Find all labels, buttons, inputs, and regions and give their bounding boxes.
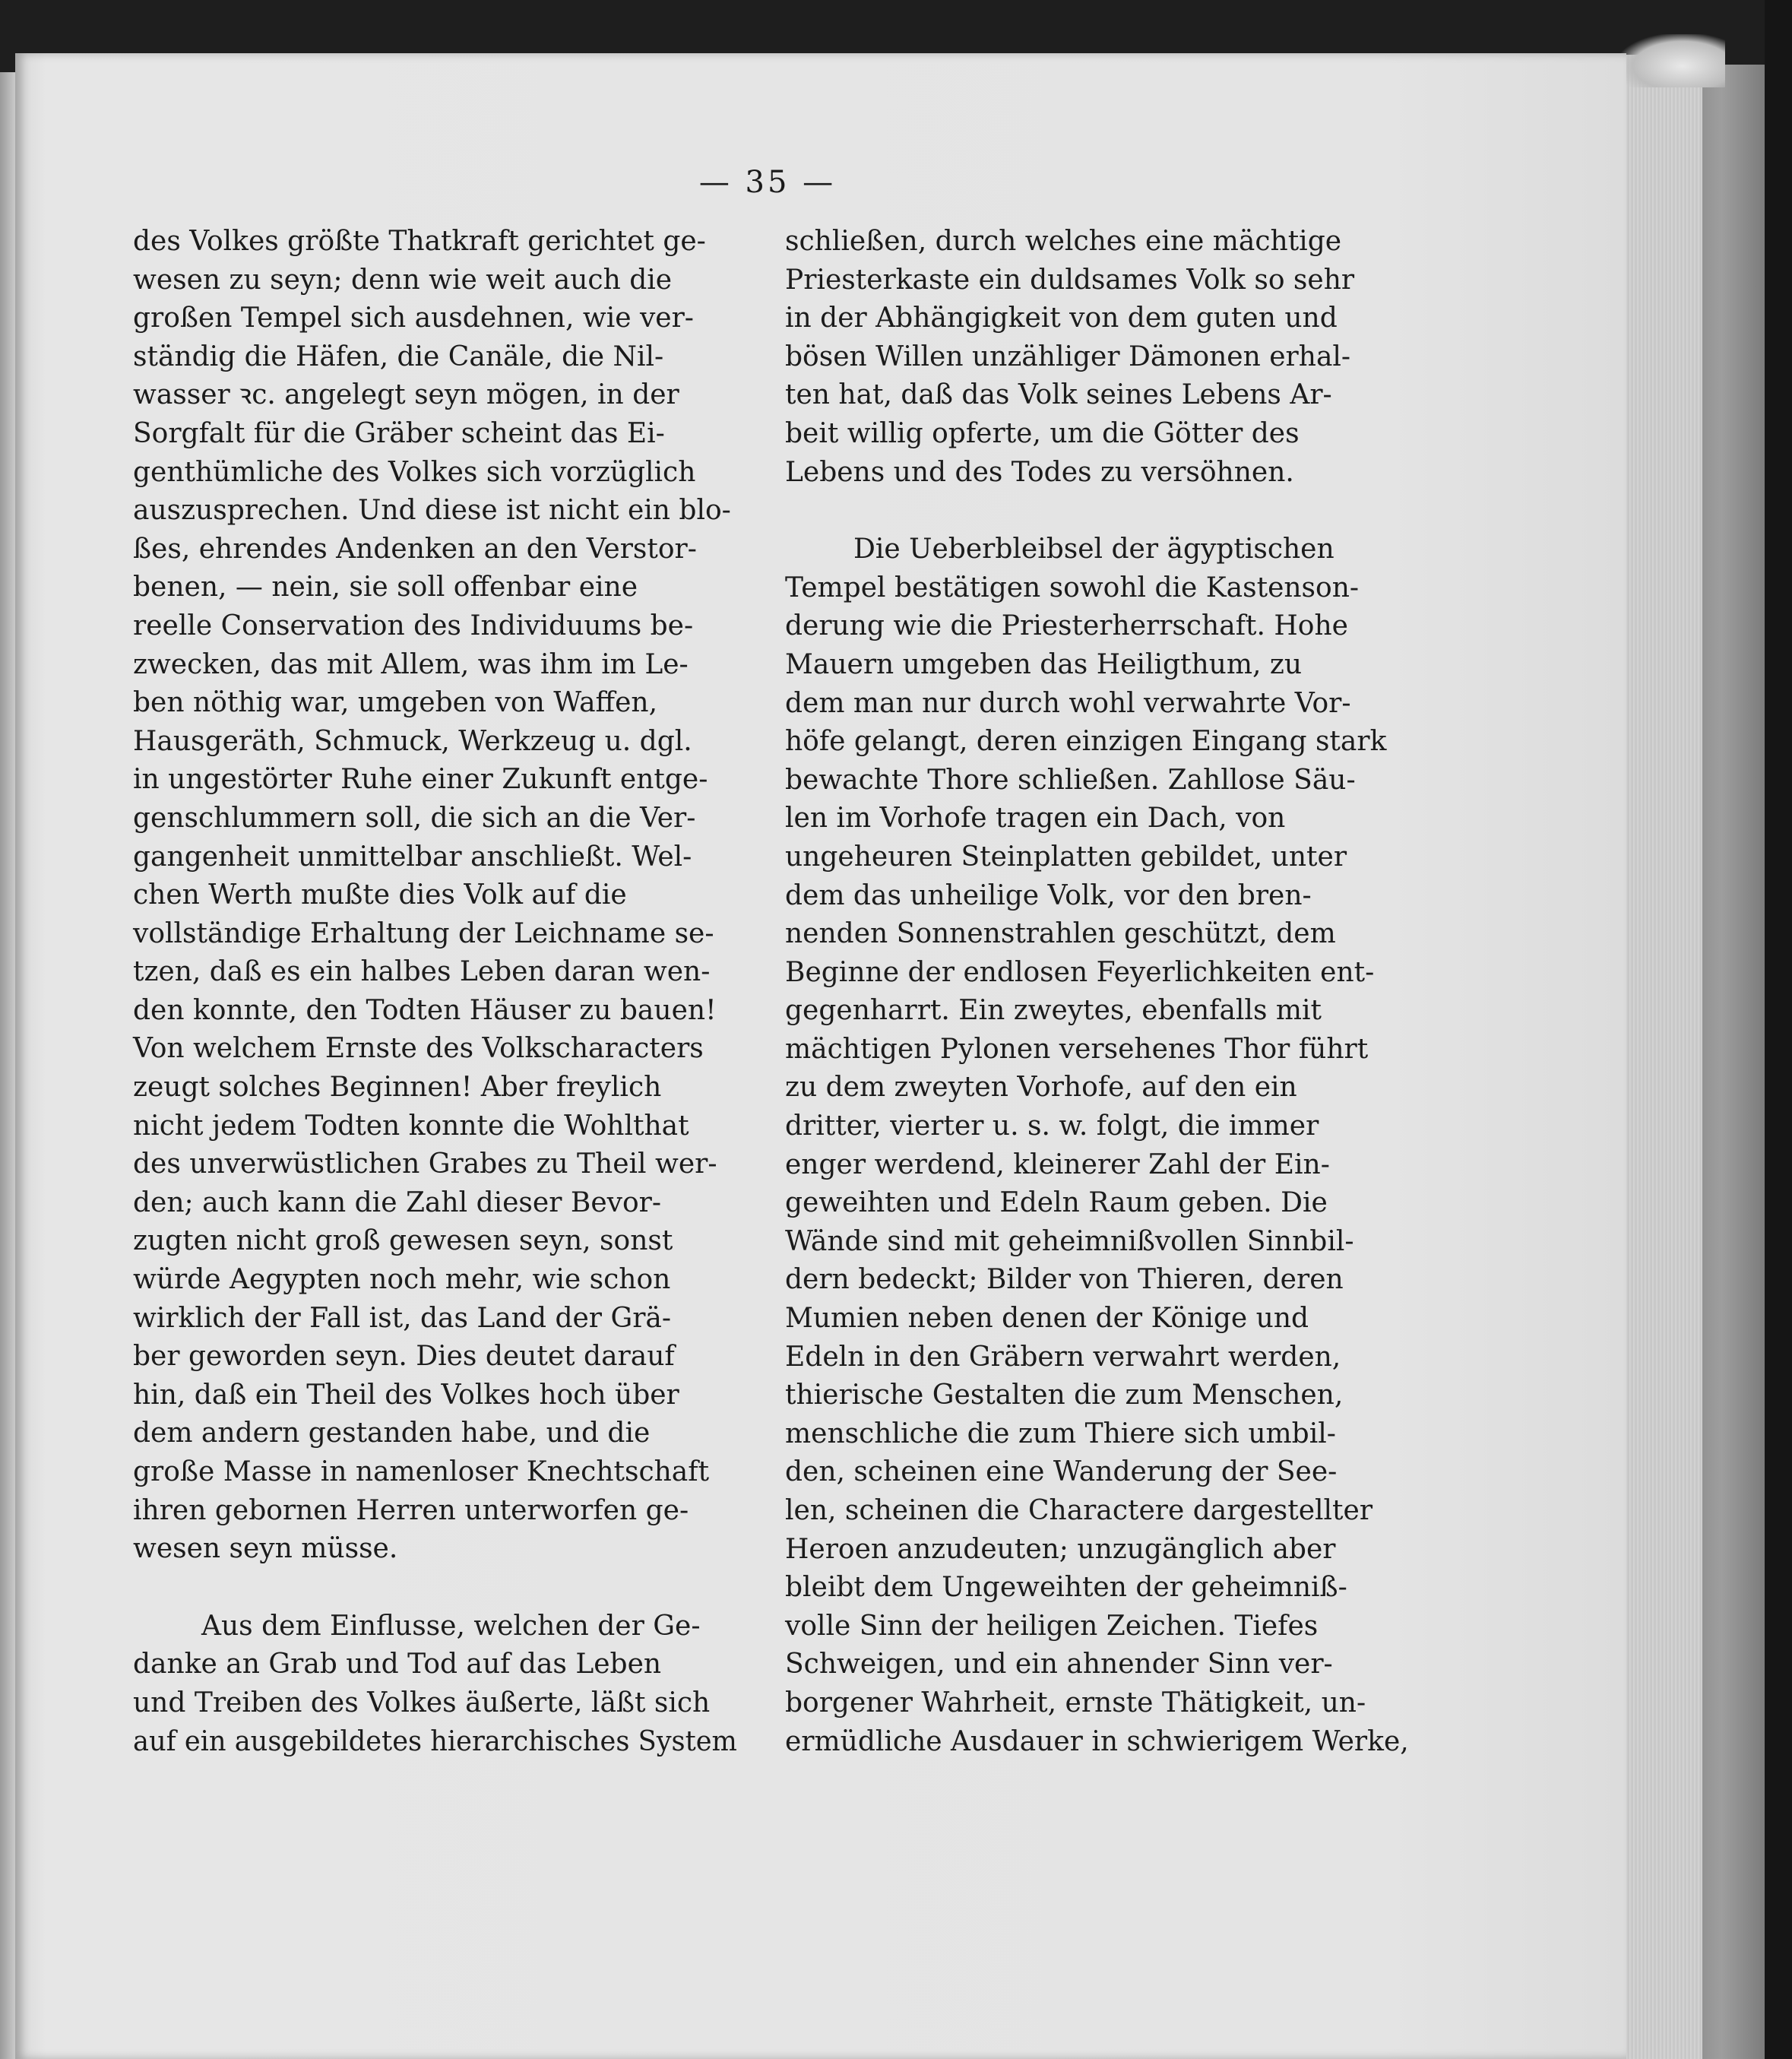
text-line: in der Abhängigkeit von dem guten und [785,303,1338,334]
text-line: Sorgfalt für die Gräber scheint das Ei- [133,417,665,449]
text-line: hin, daß ein Theil des Volkes hoch über [133,1379,679,1411]
text-line: chen Werth mußte dies Volk auf die [133,879,627,911]
text-line: des unverwüstlichen Grabes zu Theil wer- [133,1148,717,1180]
text-line: in ungestörter Ruhe einer Zukunft entge- [133,764,708,796]
text-line: len, scheinen die Charactere dargestellter [785,1495,1373,1526]
text-line: zu dem zweyten Vorhofe, auf den ein [785,1072,1297,1104]
text-line: dritter, vierter u. s. w. folgt, die immer [785,1110,1319,1142]
text-line: ber geworden seyn. Dies deutet darauf [133,1341,675,1373]
text-line: Die Ueberbleibsel der ägyptischen [853,534,1335,565]
text-line: ermüdliche Ausdauer in schwierigem Werke, [785,1725,1409,1757]
text-line: den konnte, den Todten Häuser zu bauen! [133,994,717,1026]
text-line: ßes, ehrendes Andenken an den Verstor- [133,533,697,565]
text-line: danke an Grab und Tod auf das Leben [133,1649,662,1680]
text-line: auf ein ausgebildetes hierarchisches System [133,1725,737,1757]
text-line: ungeheuren Steinplatten gebildet, unter [785,841,1347,873]
text-line: höfe gelangt, deren einzigen Eingang stark [785,726,1387,758]
text-line: dern bedeckt; Bilder von Thieren, deren [785,1264,1344,1296]
worn-corner [1619,34,1725,87]
text-line: Priesterkaste ein duldsames Volk so sehr [785,264,1355,296]
text-line: wesen zu seyn; denn wie weit auch die [133,264,673,296]
left-text-column [133,223,737,1761]
text-line: menschliche die zum Thiere sich umbil- [785,1418,1336,1449]
text-line: und Treiben des Volkes äußerte, läßt sich [133,1687,711,1718]
text-line: des Volkes größte Thatkraft gerichtet ge- [133,226,706,257]
text-line: Lebens und des Todes zu versöhnen. [785,456,1294,488]
text-line: Mauern umgeben das Heiligthum, zu [785,648,1303,680]
text-line: dem das unheilige Volk, vor den bren- [785,879,1312,911]
text-line: dem andern gestanden habe, und die [133,1418,651,1449]
right-text-column [785,223,1431,1761]
text-line: thierische Gestalten die zum Menschen, [785,1380,1344,1411]
text-line: ben nöthig war, umgeben von Waffen, [133,687,658,719]
text-line: Aus dem Einflusse, welchen der Ge- [201,1610,701,1642]
text-line: nicht jedem Todten konnte die Wohlthat [133,1110,689,1142]
page-number: — 35 — [698,165,837,200]
text-line: großen Tempel sich ausdehnen, wie ver- [133,303,694,334]
scan-margin [1765,0,1792,2059]
text-line: würde Aegypten noch mehr, wie schon [133,1264,671,1296]
text-line: benen, — nein, sie soll offenbar eine [133,572,638,603]
text-line: tzen, daß es ein halbes Leben daran wen- [133,956,711,988]
text-line: geweihten und Edeln Raum geben. Die [785,1187,1328,1219]
text-line: gegenharrt. Ein zweytes, ebenfalls mit [785,995,1322,1027]
text-line: zugten nicht groß gewesen seyn, sonst [133,1225,673,1257]
text-line: Hausgeräth, Schmuck, Werkzeug u. dgl. [133,725,692,757]
text-line: len im Vorhofe tragen ein Dach, von [785,803,1286,835]
text-line: Heroen anzudeuten; unzugänglich aber [785,1533,1336,1565]
text-line: borgener Wahrheit, ernste Thätigkeit, un- [785,1687,1366,1718]
text-line: Beginne der endlosen Feyerlichkeiten ent- [785,956,1375,988]
text-line: gangenheit unmittelbar anschließt. Wel- [133,841,692,873]
text-line: beit willig opferte, um die Götter des [785,417,1300,449]
text-line: den, scheinen eine Wanderung der See- [785,1456,1338,1488]
text-line: den; auch kann die Zahl dieser Bevor- [133,1186,662,1218]
text-line: dem man nur durch wohl verwahrte Vor- [785,687,1351,719]
text-line: Von welchem Ernste des Volkscharacters [133,1033,704,1065]
text-line: bleibt dem Ungeweihten der geheimniß- [785,1572,1347,1604]
text-line: derung wie die Priesterherrschaft. Hohe [785,610,1348,642]
text-line: wirklich der Fall ist, das Land der Grä- [133,1302,672,1334]
text-line: Wände sind mit geheimnißvollen Sinnbil- [785,1225,1354,1257]
text-line: bewachte Thore schließen. Zahllose Säu- [785,764,1356,796]
text-line: große Masse in namenloser Knechtschaft [133,1456,710,1487]
text-line: volle Sinn der heiligen Zeichen. Tiefes [785,1610,1319,1642]
text-line: schließen, durch welches eine mächtige [785,226,1342,257]
text-line: Mumien neben denen der Könige und [785,1303,1309,1335]
text-line: enger werdend, kleinerer Zahl der Ein- [785,1148,1330,1180]
text-line: mächtigen Pylonen versehenes Thor führt [785,1033,1369,1065]
book-cover-board [1691,65,1767,2059]
text-line: zeugt solches Beginnen! Aber freylich [133,1072,662,1104]
paragraph-gap [785,492,1431,531]
text-line: zwecken, das mit Allem, was ihm im Le- [133,648,689,680]
text-line: wesen seyn müsse. [133,1533,398,1565]
text-line: ständig die Häfen, die Canäle, die Nil- [133,341,664,372]
text-line: ten hat, daß das Volk seines Lebens Ar- [785,379,1332,411]
text-line: bösen Willen unzähliger Dämonen erhal- [785,341,1351,372]
text-line: genthümliche des Volkes sich vorzüglich [133,456,696,488]
paragraph-gap [133,1569,737,1608]
facing-page-edge [0,72,17,2059]
text-line: Tempel bestätigen sowohl die Kastenson- [785,572,1360,603]
text-line: ihren gebornen Herren unterworfen ge- [133,1494,689,1526]
text-line: vollständige Erhaltung der Leichname se- [133,917,714,949]
text-line: Schweigen, und ein ahnender Sinn ver- [785,1649,1333,1680]
text-line: genschlummern soll, die sich an die Ver- [133,802,696,834]
text-line: nenden Sonnenstrahlen geschützt, dem [785,918,1336,950]
text-line: Edeln in den Gräbern verwahrt werden, [785,1341,1341,1373]
text-line: wasser ꝛc. angelegt seyn mögen, in der [133,379,679,411]
text-line: reelle Conservation des Individuums be- [133,610,694,641]
text-line: auszusprechen. Und diese ist nicht ein blo- [133,495,731,527]
